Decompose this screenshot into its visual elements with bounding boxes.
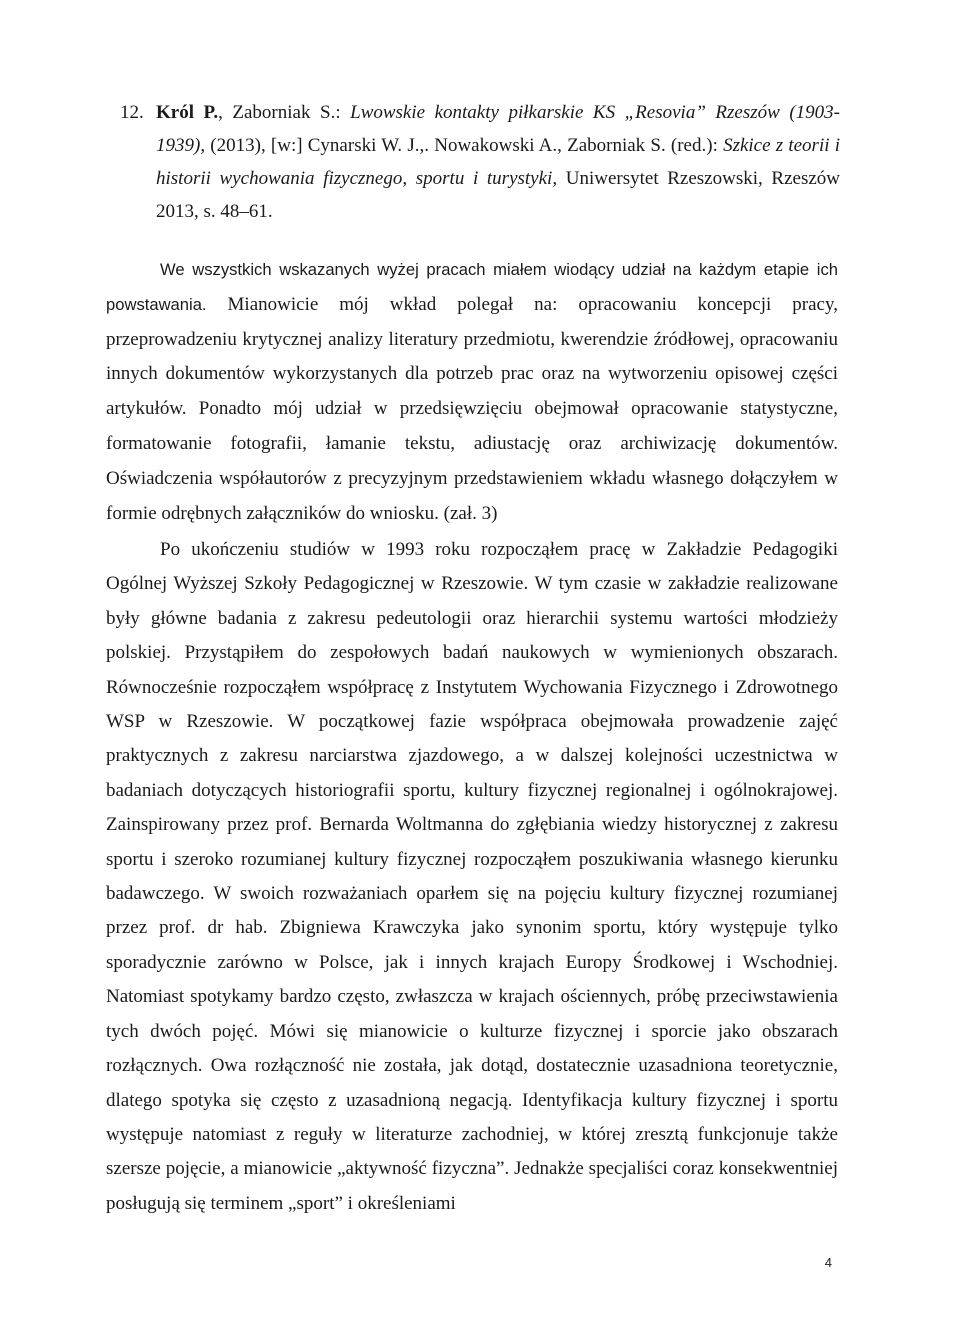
reference-authors: , Zaborniak S.: <box>218 102 351 123</box>
reference-body <box>156 96 840 228</box>
paragraph-lead: We wszystkich wskazanych wyżej pracach miałem wiodący udział na każdym etapie ich powstawania. <box>106 260 838 314</box>
reference-number: 12. <box>120 102 144 123</box>
paragraph-body: Mianowicie mój wkład polegał na: opracowaniu koncepcji pracy, przeprowadzeniu krytycznej analizy literatury przedmiotu, kwerendzie źródłowej, opracowaniu innych dokumentów wykorzystanych dla potrzeb prac oraz na wytworzeniu opisowej części artykułów. Ponadto mój udział w przedsięwzięciu obejmował opracowanie statystyczne, formatowanie fotografii, łamanie tekstu, adiustację oraz archiwizację dokumentów. Oświadczenia współautorów z precyzyjnym przedstawieniem wkładu własnego dołączyłem w formie odrębnych załączników do wniosku. (zał. 3) <box>106 293 838 524</box>
reference-source: (2013), [w:] Cynarski W. J.,. Nowakowski A., Zaborniak S. (red.): <box>205 135 724 156</box>
reference-entry <box>120 96 840 228</box>
reference-author-bold: Król P. <box>156 102 219 123</box>
reference-title: Lwowskie kontakty piłkarskie KS „Resovia” Rzeszów (1903-1939), <box>156 102 840 156</box>
paragraph-body: Po ukończeniu studiów w 1993 roku rozpocząłem pracę w Zakładzie Pedagogiki Ogólnej Wyższej Szkoły Pedagogicznej w Rzeszowie. W tym czasie w zakładzie realizowane były główne badania z zakresu pedeutologii oraz hierarchii systemu wartości młodzieży polskiej. Przystąpiłem do zespołowych badań naukowych w wymienionych obszarach. Równocześnie rozpocząłem współpracę z Instytutem Wychowania Fizycznego i Zdrowotnego WSP w Rzeszowie. W początkowej fazie współpraca obejmowała prowadzenie zajęć praktycznych z zakresu narciarstwa zjazdowego, a w dalszej kolejności uczestnictwa w badaniach dotyczących historiografii sportu, kultury fizycznej regionalnej i ogólnokrajowej. Zainspirowany przez prof. Bernarda Woltmanna do zgłębiania wiedzy historycznej z zakresu sportu i szeroko rozumianej kultury fizycznej rozpocząłem poszukiwania własnego kierunku badawczego. W swoich rozważaniach oparłem się na pojęciu kultury fizycznej rozumianej przez prof. dr hab. Zbigniewa Krawczyka jako synonim sportu, który występuje tylko sporadycznie zarówno w Polsce, jak i innych krajach Europy Środkowej i Wschodniej. Natomiast spotykamy bardzo często, zwłaszcza w krajach ościennych, próbę przeciwstawienia tych dwóch pojęć. Mówi się mianowicie o kulturze fizycznej i sporcie jako obszarach rozłącznych. Owa rozłączność nie została, jak dotąd, dostatecznie uzasadniona teoretycznie, dlatego spotyka się często z uzasadnioną negacją. Identyfikacja kultury fizycznej i sportu występuje natomiast z reguły w literaturze zachodniej, w której zresztą funkcjonuje także szersze pojęcie, a mianowicie „aktywność fizyczna”. Jednakże specjaliści coraz konsekwentniej posługują się terminem „sport” i określeniami <box>106 539 838 1214</box>
reference-publisher: Uniwersytet Rzeszowski, Rzeszów 2013, s. 48–61. <box>156 168 840 222</box>
page-number: 4 <box>824 1255 832 1270</box>
paragraph-career <box>106 533 838 1221</box>
paragraph-contribution <box>106 253 838 531</box>
reference-book-title: Szkice z teorii i historii wychowania fizycznego, sportu i turystyki, <box>156 135 840 189</box>
